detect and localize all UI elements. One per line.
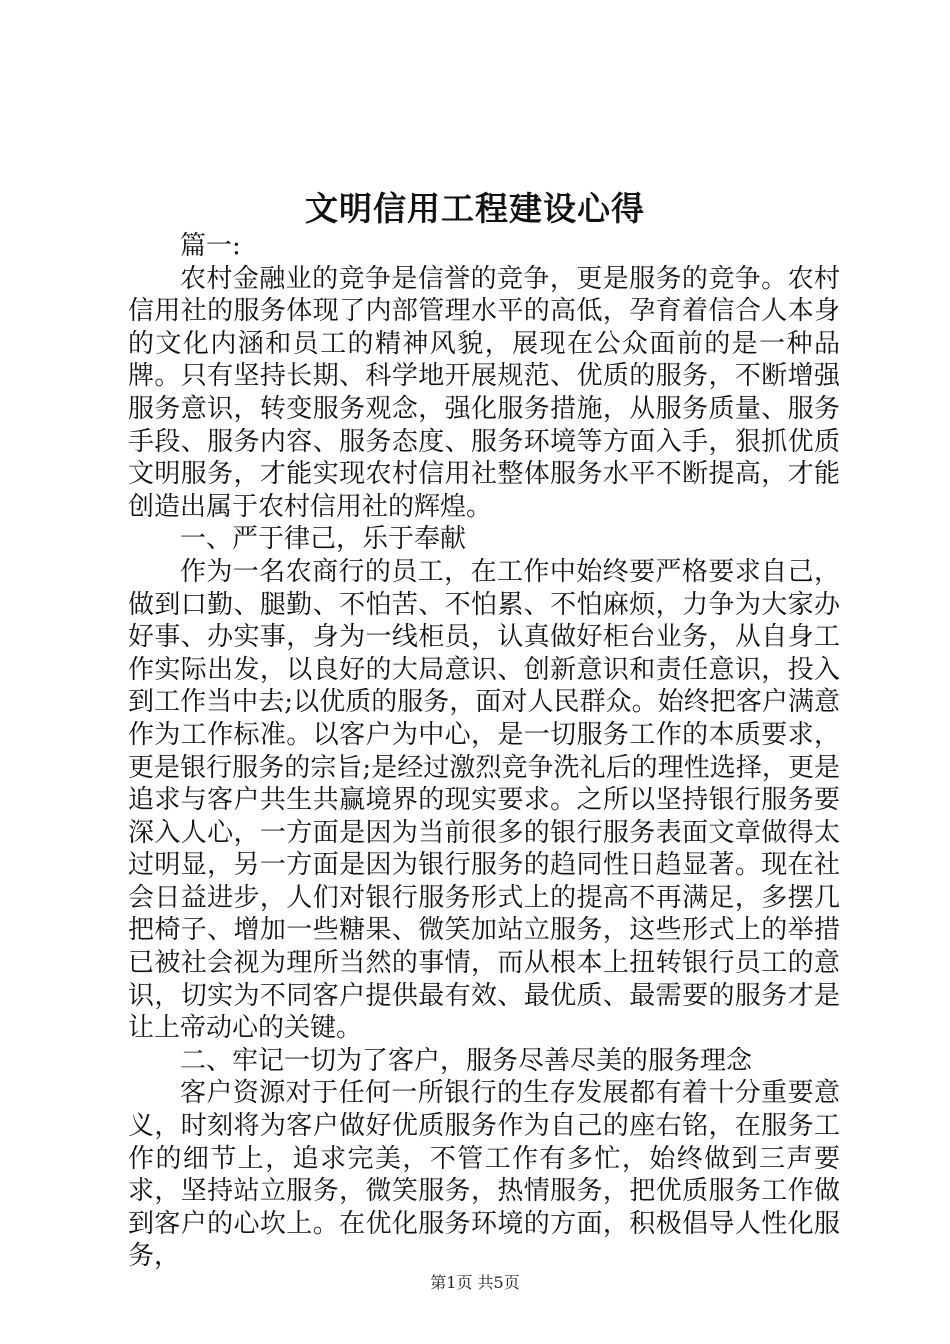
section-2-paragraph: 客户资源对于任何一所银行的生存发展都有着十分重要意义，时刻将为客户做好优质服务作为自己的座右铭，在服务工作的细节上，追求完美，不管工作有多忙，始终做到三声要求，坚持站立服务，微笑服务，热情服务，把优质服务工作做到客户的心坎上。在优化服务环境的方面，积极倡导人性化服务， (128, 1078, 840, 1272)
document-body (128, 230, 840, 1273)
section-1-paragraph: 作为一名农商行的员工，在工作中始终要严格要求自己，做到口勤、腿勤、不怕苦、不怕累、不怕麻烦，力争为大家办好事、办实事，身为一线柜员，认真做好柜台业务，从自身工作实际出发，以良好的大局意识、创新意识和责任意识，投入到工作当中去;以优质的服务，面对人民群众。始终把客户满意作为工作标准。以客户为中心，是一切服务工作的本质要求，更是银行服务的宗旨;是经过激烈竞争洗礼后的理性选择，更是追求与客户共生共赢境界的现实要求。之所以坚持银行服务要深入人心，一方面是因为当前很多的银行服务表面文章做得太过明显，另一方面是因为银行服务的趋同性日趋显著。现在社会日益进步，人们对银行服务形式上的提高不再满足，多摆几把椅子、增加一些糖果、微笑加站立服务，这些形式上的举措已被社会视为理所当然的事情，而从根本上扭转银行员工的意识，切实为不同客户提供最有效、最优质、最需要的服务才是让上帝动心的关键。 (128, 556, 840, 1044)
document-title: 文明信用工程建设心得 (305, 189, 645, 228)
section-label: 篇一: (180, 231, 241, 261)
section-heading-1: 一、严于律己，乐于奉献 (180, 524, 467, 555)
intro-paragraph: 农村金融业的竞争是信誉的竞争，更是服务的竞争。农村信用社的服务体现了内部管理水平的高低，孕育着信合人本身的文化内涵和员工的精神风貌，展现在公众面前的是一种品牌。只有坚持长期、科学地开展规范、优质的服务，不断增强服务意识，转变服务观念，强化服务措施，从服务质量、服务手段、服务内容、服务态度、服务环境等方面入手，狠抓优质文明服务，才能实现农村信用社整体服务水平不断提高，才能创造出属于农村信用社的辉煌。 (128, 263, 840, 522)
page-footer: 第1页 共5页 (430, 1273, 520, 1292)
section-heading-2: 二、牢记一切为了客户，服务尽善尽美的服务理念 (180, 1045, 753, 1076)
